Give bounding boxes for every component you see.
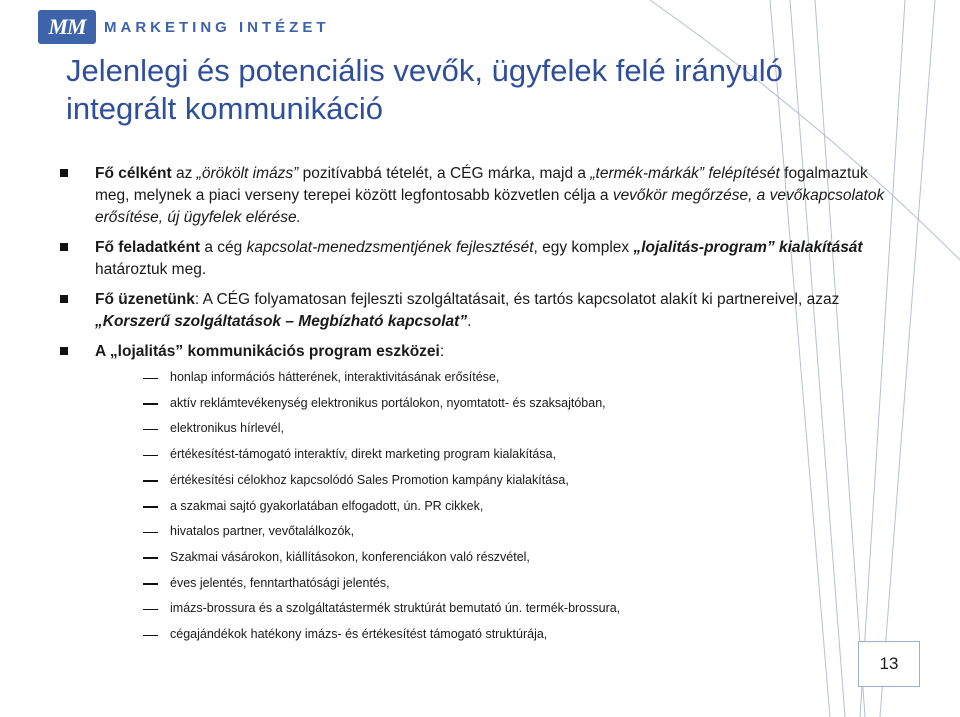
dash-icon [143, 480, 158, 482]
logo-text: MARKETING INTÉZET [104, 18, 330, 36]
dash-icon [143, 378, 158, 380]
page-title: Jelenlegi és potenciális vevők, ügyfelek felé irányuló integrált kommunikáció [66, 53, 783, 126]
sub-list-item [95, 545, 900, 571]
bullet-text-segment: „Korszerű szolgáltatások – Megbízható kapcsolat” [95, 313, 468, 330]
sub-list-item [95, 519, 900, 545]
bullet-item [60, 341, 900, 648]
sub-item-text: aktív reklámtevékenység elektronikus portálokon, nyomtatott- és szaksajtóban, [170, 395, 606, 410]
page-number: 13 [858, 641, 920, 687]
bullet-text-segment: az [171, 165, 197, 182]
sub-list-item [95, 365, 900, 391]
logo [38, 10, 330, 44]
bullet-square-icon [60, 169, 68, 177]
sub-item-text: cégajándékok hatékony imázs- és értékesítést támogató struktúrája, [170, 627, 548, 642]
bullet-item [60, 237, 900, 281]
bullet-text-segment: „termék-márkák” felépítését [590, 165, 780, 182]
bullet-text-segment: , egy komplex [533, 239, 634, 256]
sub-item-text: honlap információs hátterének, interaktivitásának erősítése, [170, 370, 500, 384]
dash-icon [143, 635, 158, 637]
bullet-square-icon [60, 243, 68, 251]
bullet-text-segment: a cég [200, 239, 247, 256]
dash-icon [143, 455, 158, 457]
bullet-text-segment: fogalmaztuk meg, melynek a piaci verseny terepei között legfontosabb közvetlen célja a [95, 165, 868, 204]
bullet-list [60, 163, 900, 656]
bullet-text-segment: Fő üzenetünk [95, 291, 195, 308]
dash-icon [143, 557, 158, 559]
bullet-text-segment: : A CÉG folyamatosan fejleszti szolgáltatásait, és tartós kapcsolatot alakít ki partnereivel, azaz [194, 291, 840, 308]
sub-list-item [95, 494, 900, 520]
dash-icon [143, 506, 158, 508]
sub-list-item [95, 468, 900, 494]
bullet-square-icon [60, 347, 68, 355]
logo-mark: MM [38, 10, 96, 44]
bullet-text-segment: pozitívabbá tételét, a CÉG márka, majd a [298, 165, 591, 182]
sub-list-item [95, 622, 900, 648]
bullet-text-segment: vevőkör megőrzése, a vevőkapcsolatok erősítése, új ügyfelek elérése. [95, 187, 885, 226]
sub-list-item [95, 596, 900, 622]
bullet-text-segment: határoztuk meg. [95, 261, 207, 278]
sub-item-text: imázs-brossura és a szolgáltatástermék struktúrát bemutató ún. termék-brossura, [170, 601, 621, 616]
sub-list-item [95, 571, 900, 597]
bullet-text-segment: kapcsolat-menedzsmentjének fejlesztését [246, 239, 534, 256]
bullet-text-segment: „örökölt imázs” [196, 165, 299, 182]
sub-item-text: elektronikus hírlevél, [170, 421, 284, 436]
sub-list-item [95, 442, 900, 468]
sub-list-item [95, 391, 900, 417]
sub-list [95, 365, 900, 648]
dash-icon [143, 403, 158, 405]
bullet-square-icon [60, 295, 68, 303]
bullet-text-segment: „lojalitás-program” kialakítását [633, 239, 863, 256]
sub-item-text: értékesítést-támogató interaktív, direkt marketing program kialakítása, [170, 447, 557, 462]
bullet-text-segment: Fő célként [95, 165, 172, 182]
sub-item-text: a szakmai sajtó gyakorlatában elfogadott, ún. PR cikkek, [170, 498, 484, 513]
bullet-text-segment: : [439, 343, 445, 360]
sub-item-text: értékesítési célokhoz kapcsolódó Sales Promotion kampány kialakítása, [170, 472, 569, 487]
dash-icon [143, 532, 158, 534]
sub-list-item [95, 416, 900, 442]
bullet-text-segment: A „lojalitás” kommunikációs program eszközei [95, 343, 440, 360]
bullet-text-segment: Fő feladatként [95, 239, 201, 256]
dash-icon [143, 583, 158, 585]
dash-icon [143, 429, 158, 431]
bullet-text-segment: . [467, 313, 472, 330]
sub-item-text: Szakmai vásárokon, kiállításokon, konferenciákon való részvétel, [170, 549, 530, 564]
sub-item-text: éves jelentés, fenntarthatósági jelentés, [170, 575, 390, 590]
sub-item-text: hivatalos partner, vevőtalálkozók, [170, 524, 355, 539]
bullet-item [60, 289, 900, 333]
dash-icon [143, 609, 158, 611]
bullet-item [60, 163, 900, 229]
